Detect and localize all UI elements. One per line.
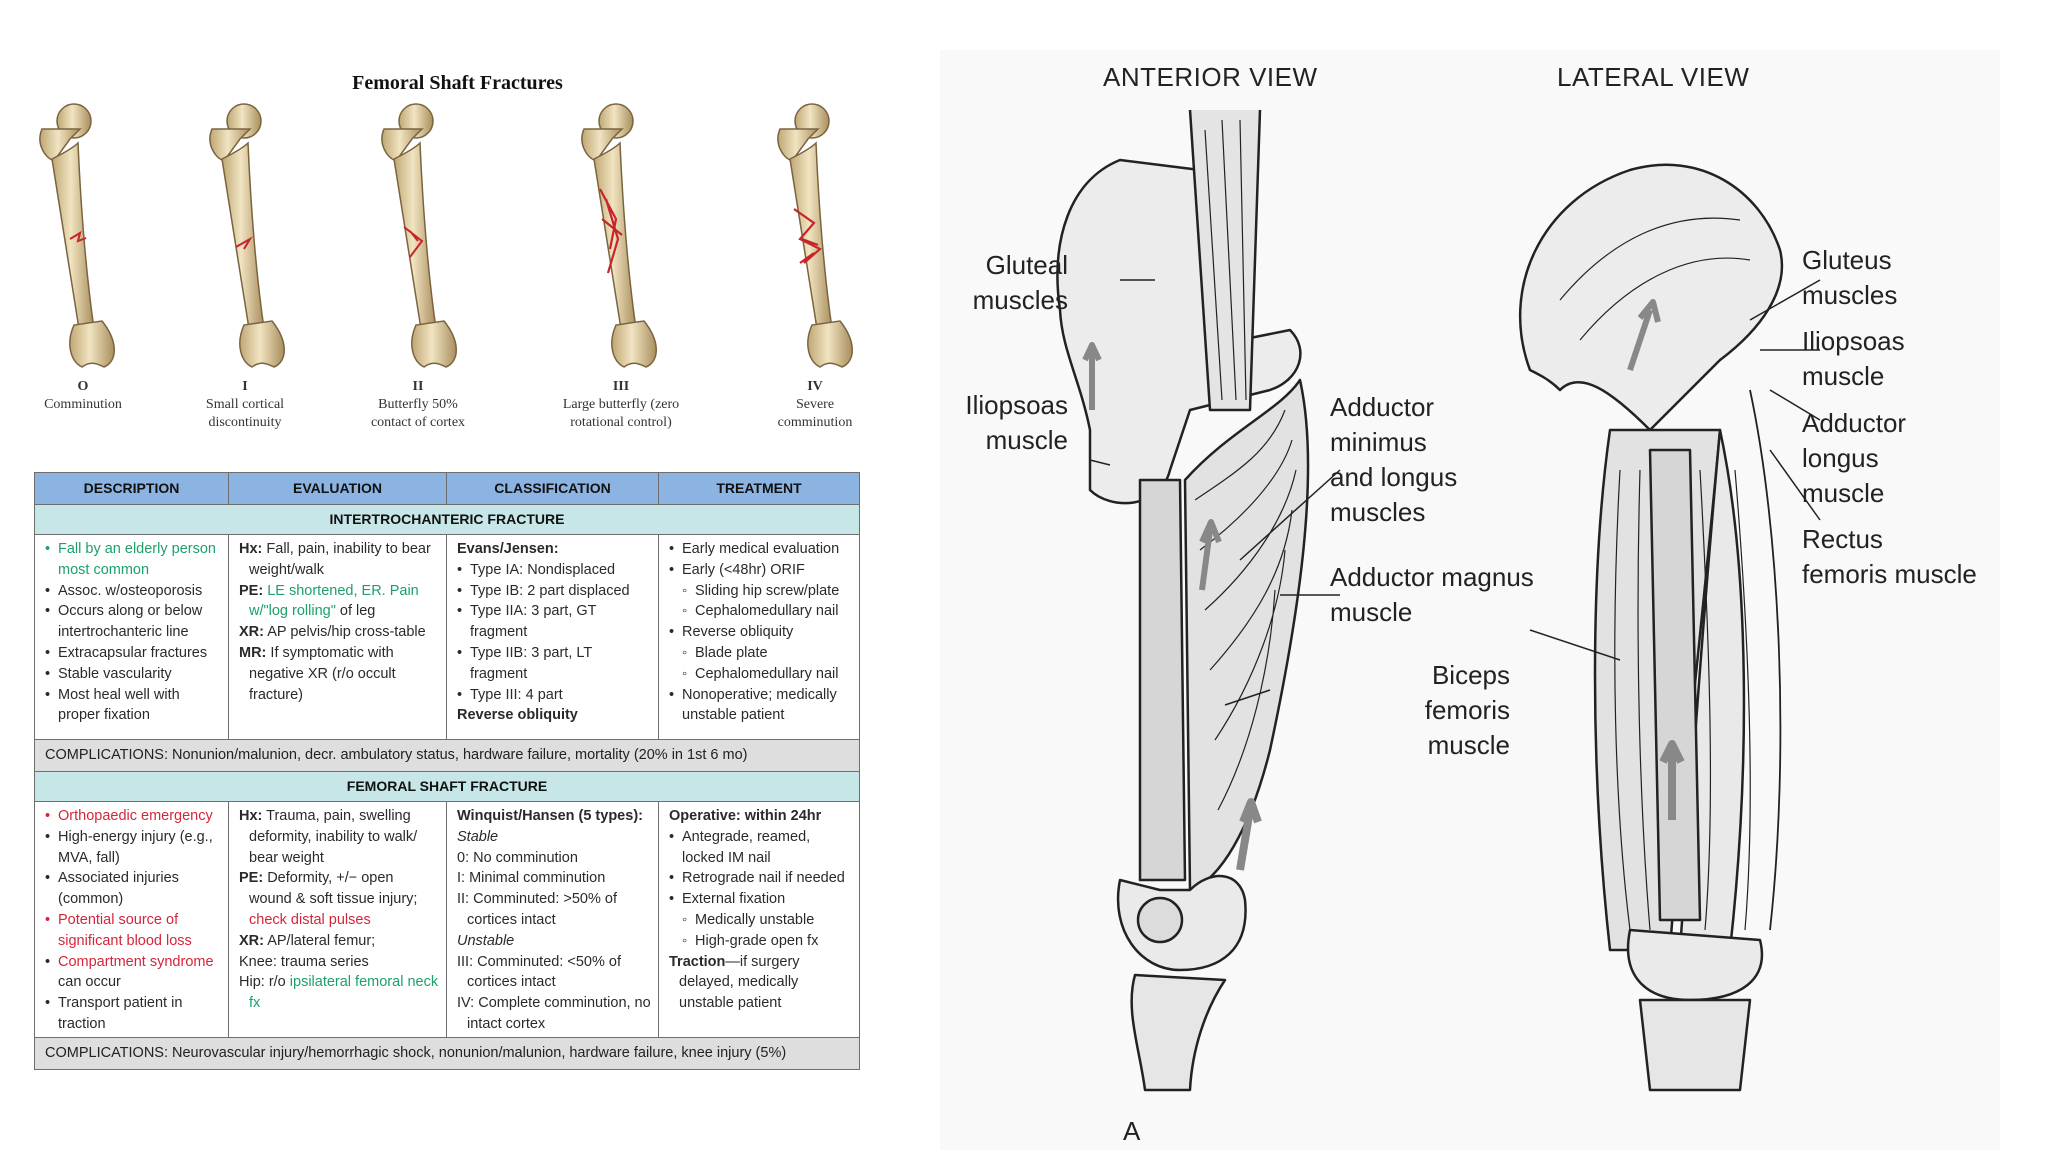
list-item: III: Comminuted: <50% of cortices intact [457,953,622,991]
list-item: • Early (<48hr) ORIF [669,560,853,581]
table-header-row [35,473,860,505]
list-item: 0: No comminution [457,849,578,866]
mr-text: If symptomatic with negative XR (r/o occult fracture) [249,644,396,703]
section-title: FEMORAL SHAFT FRACTURE [35,772,860,802]
traction-text: —if surgery delayed, medically unstable patient [679,953,800,1012]
compartment-highlight: Compartment syndrome [58,953,214,970]
list-item [45,952,222,994]
compartment-rest: can occur [58,974,121,991]
xr-label: XR: [239,624,264,641]
list-item: • Retrograde nail if needed [669,868,853,889]
list-item: • Orthopaedic emergency [45,806,222,827]
pe-label: PE: [239,582,264,599]
pe-label: PE: [239,870,264,887]
shaft-treatment-cell [659,802,860,1038]
intertroch-classification-cell [447,535,659,740]
classification-footer: Reverse obliquity [457,707,578,724]
shaft-evaluation-cell [229,802,447,1038]
traction-label: Traction [669,953,726,970]
panel-letter: A [1123,1116,1141,1146]
shaft-description-cell [35,802,229,1038]
complications-row [35,740,860,772]
list-item: • Type IIA: 3 part, GT fragment [457,601,652,643]
list-item: • Type III: 4 part [457,685,652,706]
list-item: • Antegrade, reamed, locked IM nail [669,827,853,869]
stable-heading: Stable [457,828,499,845]
figure-title: Femoral Shaft Fractures [352,72,563,94]
pe-highlight: check distal pulses [249,911,371,928]
lateral-view-title: LATERAL VIEW [1557,62,1750,92]
list-item: • Type IB: 2 part displaced [457,581,652,602]
grade-0-text: Comminution [44,397,122,412]
label-gluteus-muscles: Gluteus muscles [1802,245,1898,310]
list-item: • Extracapsular fractures [45,643,222,664]
list-item: • Potential source of significant blood loss [45,910,222,952]
femur-grade-0 [40,104,114,367]
femur-grade-2 [382,104,456,367]
list-item: • Reverse obliquity [669,622,853,643]
shaft-classification-cell [447,802,659,1038]
intertroch-description-cell [35,535,229,740]
classification-heading: Winquist/Hansen (5 types): [457,808,643,824]
list-item: • High-energy injury (e.g., MVA, fall) [45,827,222,869]
classification-heading: Evans/Jensen: [457,541,559,557]
complications-text: COMPLICATIONS: Neurovascular injury/hemorrhagic shock, nonunion/malunion, hardware failure, knee injury (5%) [35,1038,860,1070]
list-item: • Assoc. w/osteoporosis [45,581,222,602]
grade-1-label: I [242,379,248,394]
list-item: • External fixation [669,889,853,910]
header-treatment: TREATMENT [659,473,860,505]
list-item: ◦ Medically unstable [669,910,853,931]
hx-label: Hx: [239,541,263,557]
list-item: • Type IIB: 3 part, LT fragment [457,643,652,685]
grade-2-label: II [412,379,424,394]
grade-1-text: Small cortical discontinuity [205,397,285,430]
pe-text: of leg [339,603,376,620]
fracture-table [34,472,860,1070]
label-gluteal-muscles: Gluteal muscles [972,250,1068,315]
list-item: I: Minimal comminution [457,870,606,887]
grade-4-caption [710,378,920,432]
femur-grade-3 [582,104,656,367]
list-item: • Occurs along or below intertrochanteric line [45,601,222,643]
femur-grade-1 [210,104,284,367]
list-item: ◦ Blade plate [669,643,853,664]
header-description: DESCRIPTION [35,473,229,505]
grade-0-label: O [77,379,89,394]
hx-text: Fall, pain, inability to bear weight/walk [249,541,431,578]
grade-4-label: IV [807,379,823,394]
list-item: IV: Complete comminution, no intact cortex [457,995,651,1032]
list-item: • Most heal well with proper fixation [45,685,222,727]
grade-3-text: Large butterfly (zero rotational control) [562,397,680,430]
list-item: ◦ Sliding hip screw/plate [669,581,853,602]
grade-2-text: Butterfly 50% contact of cortex [370,397,466,430]
grade-2-caption [313,378,523,432]
label-adductor-longus: Adductor longus muscle [1802,408,1907,508]
label-biceps-femoris: Biceps femoris muscle [1424,660,1510,760]
list-item: • Early medical evaluation [669,539,853,560]
anterior-view-title: ANTERIOR VIEW [1103,62,1318,92]
treatment-heading: Operative: within 24hr [669,808,822,824]
intertroch-evaluation-cell [229,535,447,740]
section-title: INTERTROCHANTERIC FRACTURE [35,505,860,535]
label-rectus-femoris: Rectus femoris muscle [1802,524,1977,589]
label-adductor-magnus: Adductor magnus muscle [1330,562,1534,627]
list-item: • Type IA: Nondisplaced [457,560,652,581]
femur-illustrations [20,95,880,385]
unstable-heading: Unstable [457,932,515,949]
list-item: • Stable vascularity [45,664,222,685]
label-iliopsoas-anterior: Iliopsoas muscle [965,390,1068,455]
list-item: ◦ Cephalomedullary nail [669,601,853,622]
xr-text: AP pelvis/hip cross-table [267,624,426,641]
list-item: • Fall by an elderly person most common [45,539,222,581]
table-row [35,535,860,740]
list-item: II: Comminuted: >50% of cortices intact [457,891,617,928]
xr-text: AP/lateral femur; [267,932,376,949]
grade-3-caption [516,378,726,432]
list-item: • Nonoperative; medically unstable patient [669,685,853,727]
complications-text: COMPLICATIONS: Nonunion/malunion, decr. ambulatory status, hardware failure, mortality (20% in 1st 6 mo) [35,740,860,772]
intertroch-treatment-cell [659,535,860,740]
list-item: ◦ Cephalomedullary nail [669,664,853,685]
mr-label: MR: [239,644,267,661]
hx-label: Hx: [239,808,263,824]
grade-4-text: Severe comminution [777,397,853,430]
section-row-intertrochanteric [35,505,860,535]
pe-text: Deformity, +/− open wound & soft tissue injury; [249,870,418,908]
xr-label: XR: [239,932,264,949]
hip-highlight: ipsilateral femoral neck fx [249,974,439,1012]
header-classification: CLASSIFICATION [447,473,659,505]
hx-text: Trauma, pain, swelling deformity, inability to walk/ bear weight [249,808,418,866]
pe-highlight: LE shortened, ER. Pain w/"log rolling" [249,582,419,620]
section-row-femoral-shaft [35,772,860,802]
grade-3-label: III [612,379,630,394]
label-adductor-minimus: Adductor minimus and longus muscles [1330,392,1458,527]
header-evaluation: EVALUATION [229,473,447,505]
label-iliopsoas-lateral: Iliopsoas muscle [1802,326,1905,391]
list-item: ◦ High-grade open fx [669,931,853,952]
list-item: • Associated injuries (common) [45,868,222,910]
femur-grade-4 [778,104,852,367]
knee-text: Knee: trauma series [239,953,369,970]
list-item: • Transport patient in traction [45,993,222,1035]
complications-row [35,1038,860,1070]
hip-text: Hip: r/o [239,974,286,991]
table-row [35,802,860,1038]
